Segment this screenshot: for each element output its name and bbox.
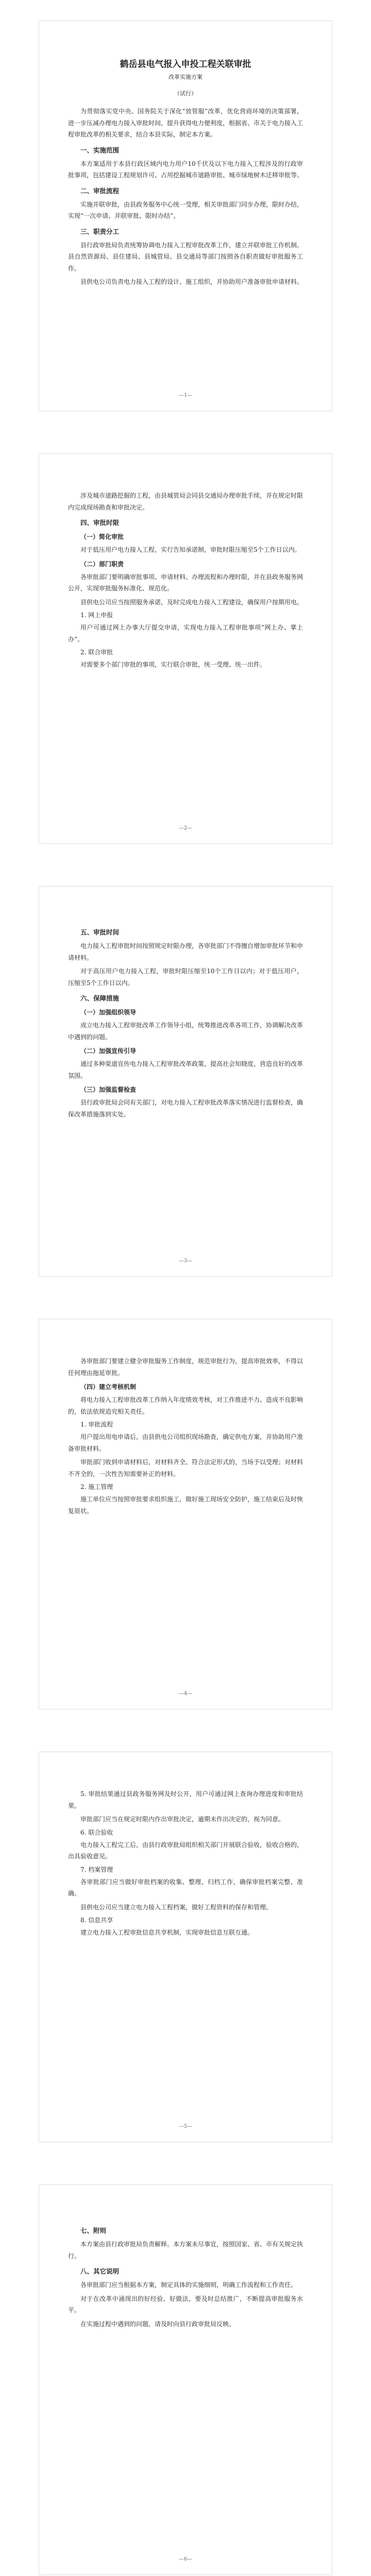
- page-content: [68, 927, 303, 1120]
- document-page: [39, 1319, 332, 1709]
- page-content: [68, 106, 303, 288]
- body-paragraph: 本方案由县行政审批局负责解释。本方案未尽事宜，按照国家、省、市有关规定执行。: [68, 2241, 303, 2260]
- section-heading: （三）加强监督检查: [80, 1086, 137, 1093]
- body-paragraph: 电力接入工程完工后，由县行政审批局组织相关部门开展联合验收，验收合格的，出具验收意见。: [68, 1841, 303, 1860]
- section-heading: （四）建立考核机制: [80, 1383, 137, 1391]
- body-paragraph: 对于在改革中涌现出的好经验、好做法，要及时总结推广，不断提高审批服务水平。: [68, 2295, 303, 2314]
- body-paragraph: 实施并联审批，由县政务服务中心统一受理，相关审批部门同步办理，限时办结，实现“一次申请、并联审批、限时办结”。: [68, 200, 303, 219]
- body-paragraph: 各审批部门要建立健全审批服务工作制度，规范审批行为，提高审批效率，不得以任何理由拖延审批。: [68, 1358, 303, 1377]
- section-heading: （一）加强组织领导: [80, 1009, 137, 1016]
- body-paragraph: 对于高压用户电力接入工程，审批时限压缩至10个工作日以内；对于低压用户，压缩至5个工作日以内。: [68, 968, 303, 987]
- body-paragraph: 各审批部门应当根据本方案，制定具体的实施细则，明确工作流程和工作责任。: [80, 2281, 297, 2289]
- document-subtitle-note: （试行）: [174, 90, 197, 97]
- section-heading: 1. 审批流程: [80, 1421, 113, 1428]
- body-paragraph: 各审批部门应当做好审批档案的收集、整理、归档工作，确保审批档案完整、准确。: [68, 1878, 303, 1897]
- body-paragraph: 县供电公司应当按照服务承诺，及时完成电力接入工程建设，确保用户按期用电。: [80, 598, 303, 606]
- document-page: [39, 2184, 332, 2575]
- section-heading: 7. 档案管理: [80, 1866, 113, 1873]
- body-paragraph: 用户可通过网上办事大厅提交申请，实现电力接入工程审批事项“网上办、掌上办”。: [68, 624, 303, 643]
- document-title: 鹤岳县电气报入申投工程关联审批: [120, 59, 251, 70]
- body-paragraph: 县供电公司负责电力接入工程的设计、施工组织，并协助用户准备审批申请材料。: [80, 278, 303, 285]
- body-paragraph: 建立电力接入工程审批信息共享机制，实现审批信息互联互通。: [80, 1929, 254, 1936]
- section-heading: （二）加强宣传引导: [80, 1047, 137, 1055]
- body-paragraph: 在实施过程中遇到的问题，请及时向县行政审批局反映。: [80, 2320, 235, 2328]
- page-number: —1—: [178, 393, 193, 398]
- body-paragraph: 通过多种渠道宣传电力接入工程审批改革政策，提高社会知晓度，营造良好的改革氛围。: [68, 1060, 303, 1079]
- body-paragraph: 审批部门收到申请材料后，对材料齐全、符合法定形式的，当场予以受理；对材料不齐全的，一次性告知需要补正的材料。: [68, 1459, 303, 1478]
- section-heading: 2. 施工管理: [80, 1483, 113, 1490]
- body-paragraph: 各审批部门要明确审批事项、申请材料、办理流程和办理时限，并在县政务服务网公开，实现审批服务标准化、规范化。: [68, 573, 303, 592]
- section-heading: 8. 信息共享: [80, 1917, 113, 1924]
- page-content: [68, 1355, 303, 1517]
- body-paragraph: 成立电力接入工程审批改革工作领导小组，统筹推进改革各项工作，协调解决改革中遇到的问题。: [68, 1022, 303, 1041]
- section-heading: 2. 联合审批: [80, 649, 113, 656]
- section-heading: 七、附则: [80, 2227, 107, 2234]
- section-heading: 八、其它说明: [80, 2267, 120, 2275]
- body-paragraph: 将电力接入工程审批改革工作纳入年度绩效考核，对工作推进不力、造成不良影响的，依法依规追究相关责任。: [68, 1396, 303, 1415]
- section-heading: 6. 联合验收: [80, 1828, 113, 1836]
- document-page: [39, 1752, 332, 2142]
- body-paragraph: 施工单位应当按照审批要求组织施工，做好施工现场安全防护，施工结束后及时恢复原状。: [68, 1496, 303, 1515]
- body-paragraph: 本方案适用于本县行政区域内电力用户10千伏及以下电力接入工程涉及的行政审批事项，包括建设工程规划许可、占用挖掘城市道路审批、城市绿地树木迁移审批等。: [68, 160, 303, 179]
- document-page: [39, 886, 332, 1277]
- body-paragraph: 用户提出用电申请后，由县供电公司组织现场勘查，确定供电方案，并协助用户准备审批材料。: [68, 1433, 303, 1452]
- page-content: [68, 490, 303, 671]
- document-subtitle: 改革实施方案: [168, 74, 203, 80]
- page-number: —2—: [178, 825, 193, 831]
- section-heading: 六、保障措施: [80, 994, 120, 1002]
- section-heading: （一）简化审批: [80, 533, 124, 540]
- section-heading: 二、审批流程: [80, 187, 120, 195]
- page-number: —5—: [178, 2124, 193, 2129]
- body-paragraph: 审批部门应当在规定时限内作出审批决定，逾期未作出决定的，视为同意。: [80, 1816, 285, 1823]
- body-paragraph: 5. 审批结果通过县政务服务网及时公开，用户可通过网上查询办理进度和审批结果。: [68, 1790, 303, 1809]
- section-heading: 四、审批时限: [80, 519, 120, 527]
- section-heading: 1. 网上申报: [80, 612, 113, 619]
- page-number: —4—: [178, 1691, 193, 1697]
- body-paragraph: 对需要多个部门审批的事项，实行联合审批，统一受理、统一出件。: [80, 661, 266, 668]
- section-heading: 一、实施范围: [80, 146, 120, 154]
- body-paragraph: 为贯彻落实党中央、国务院关于深化“放管服”改革，优化营商环境的决策部署，进一步压减办理电力接入审批时间，提升获得电力便利度，根据省、市关于电力接入工程审批改革的相关要求，结合本县实际，制定本方案。: [68, 108, 303, 138]
- page-number: —3—: [178, 1258, 193, 1264]
- body-paragraph: 涉及城市道路挖掘的工程，由县城管局会同县交通局办理审批手续，并在规定时限内完成现场勘查和审批决定。: [68, 492, 303, 511]
- page-number: —6—: [178, 2556, 193, 2562]
- document-page: [39, 21, 332, 411]
- body-paragraph: 县供电公司应当建立电力接入工程档案，做好工程资料的保存和管理。: [80, 1903, 273, 1911]
- page-content: [68, 1788, 303, 1939]
- page-content: [68, 2225, 303, 2330]
- body-paragraph: 对于低压用户电力接入工程，实行告知承诺制，审批时限压缩至5个工作日以内。: [80, 546, 301, 553]
- section-heading: （二）部门职责: [80, 560, 124, 568]
- body-paragraph: 县行政审批局会同有关部门，对电力接入工程审批改革落实情况进行监督检查，确保改革措施落到实处。: [68, 1099, 303, 1118]
- section-heading: 三、职责分工: [80, 227, 120, 235]
- document-page: [39, 453, 332, 844]
- body-paragraph: 电力接入工程审批时间按照规定时限办理，各审批部门不得擅自增加审批环节和申请材料。: [68, 942, 303, 961]
- body-paragraph: 县行政审批局负责统筹协调电力接入工程审批改革工作，建立并联审批工作机制。县自然资源局、县住建局、县城管局、县交通局等部门按照各自职责做好审批服务工作。: [68, 241, 303, 272]
- section-heading: 五、审批时间: [80, 928, 120, 936]
